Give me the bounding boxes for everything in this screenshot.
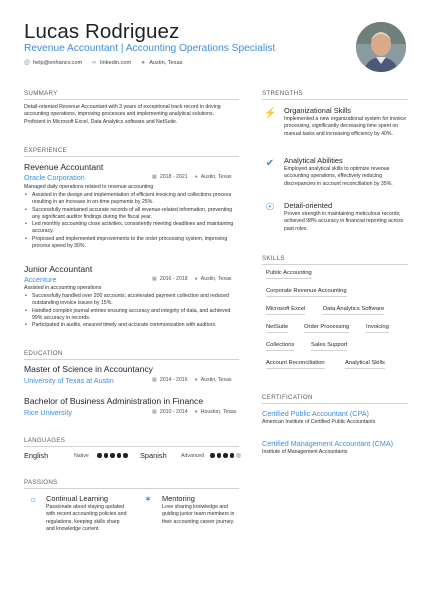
location-pin-icon: ● [194,174,198,180]
job-location: Austin, Texas [200,174,232,180]
language-rating-0 [97,453,128,458]
strength-text: Proven strength in maintaining meticulous records; achieved 98% accuracy in financial reporting across past roles. [284,211,404,232]
candidate-title: Revenue Accountant | Accounting Operations Specialist [24,43,276,54]
strength-text: Employed analytical skills to optimize revenue accounting operations, effectively reducing discrepancies in account reconciliation by 35%. [284,166,393,187]
education-location: Austin, Texas [200,377,232,383]
education-meta [152,377,232,383]
skill-tag: NetSuite [266,324,288,333]
strength-title: Detail-oriented [284,201,333,210]
linkedin-text: linkedin.com [100,60,132,66]
cert-issuer: American Institute of Certified Public Accountants [262,419,376,425]
calendar-icon: ▦ [152,409,157,415]
passion-title: Continual Learning [46,494,109,503]
degree-title: Master of Science in Accountancy [24,364,153,374]
rating-dot [117,453,122,458]
job-company: Accenture [24,275,57,284]
bolt-icon: ⚡ [264,108,277,119]
skill-tag: Invoicing [366,324,389,333]
rating-dot [97,453,102,458]
rating-dot [110,453,115,458]
calendar-icon: ▦ [152,377,157,383]
cert-name: Certified Public Accountant (CPA) [262,409,369,418]
skill-tag: Analytical Skills [345,360,385,369]
location-pin-icon: ● [194,377,198,383]
location-pin-icon: ● [194,276,198,282]
passion-text: Love sharing knowledge and guiding junior team members in their accounting career journey. [162,504,235,525]
language-level: Native [74,453,89,459]
check-circle-icon: ✔ [265,158,275,169]
job-bullet: • Assisted in the design and implementation of efficient invoicing and collections process resulting in an increase in on-time payments by 25%. [24,192,234,207]
languages-divider [24,446,239,447]
handshake-icon: ✶ [144,494,152,504]
job-bullet: • Proposed and implemented improvements to the order processing system, improving process speed by 30%. [24,236,234,251]
skill-tag: Corporate Revenue Accounting [266,288,347,297]
skill-tag: Account Reconciliation [266,360,325,369]
skills-heading: SKILLS [262,255,285,262]
school-name: University of Texas at Austin [24,376,114,385]
job-bullet: • Participated in audits, ensured timely and accurate communication with auditors. [24,322,234,329]
lightbulb-icon: ☼ [28,494,38,504]
experience-divider [24,156,239,157]
skill-tag: Sales Support [311,342,347,351]
language-name: Spanish [140,451,167,460]
education-meta [152,409,236,415]
job-meta [152,276,232,282]
strengths-divider [262,99,408,100]
candidate-name: Lucas Rodriguez [24,20,180,43]
contact-linkedin[interactable] [91,60,131,66]
link-icon: ∞ [91,60,97,66]
job-bullets [24,192,234,250]
location-pin-icon: ● [194,409,198,415]
rating-dot [236,453,241,458]
language-name: English [24,451,49,460]
certification-divider [262,403,408,404]
summary-divider [24,99,239,100]
rating-dot [123,453,128,458]
at-icon: @ [24,60,31,66]
strengths-heading: STRENGTHS [262,90,303,97]
job-company: Oracle Corporation [24,173,85,182]
job-dates: 2018 - 2021 [159,174,188,180]
rating-dot [210,453,215,458]
contact-location [140,60,182,66]
language-rating-1 [210,453,241,458]
strength-text: Implemented a new organizational system for invoice processing, significantly decreasing time spent on manual tasks and increasing efficiency by 40%. [284,116,406,137]
rating-dot [223,453,228,458]
profile-photo [356,22,406,72]
rating-dot [104,453,109,458]
calendar-icon: ▦ [152,276,157,282]
job-description: Assisted in accounting operations [24,285,102,291]
strength-title: Analytical Abilities [284,156,343,165]
job-location: Austin, Texas [200,276,232,282]
cert-name: Certified Management Accountant (CMA) [262,439,394,448]
passions-heading: PASSIONS [24,479,58,486]
job-bullet: • Handled complex journal entries ensuring accuracy and integrity of data, and achieved 99% accuracy in records. [24,308,234,323]
passion-title: Mentoring [162,494,195,503]
education-location: Houston, Texas [200,409,237,415]
job-dates: 2016 - 2018 [159,276,188,282]
education-divider [24,359,239,360]
location-text: Austin, Texas [149,60,183,66]
education-heading: EDUCATION [24,350,63,357]
experience-heading: EXPERIENCE [24,147,67,154]
passion-text: Passionate about staying updated with recent accounting policies and regulations, keeping skills sharp and knowledge current. [46,504,127,533]
school-name: Rice University [24,408,72,417]
rating-dot [217,453,222,458]
job-bullet: • Successfully maintained accurate records of all revenue-related information, preventing any significant auditor findings during the fiscal year. [24,207,234,222]
certification-heading: CERTIFICATION [262,394,313,401]
cert-issuer: Institute of Management Accountants [262,449,348,455]
contact-bar [24,60,182,66]
skill-tag: Microsoft Excel [266,306,305,315]
location-pin-icon: ● [141,60,146,66]
job-description: Managed daily operations related to revenue accounting [24,184,154,190]
job-meta [152,174,232,180]
skills-divider [262,264,408,265]
language-level: Advanced [181,453,205,459]
summary-text: Detail-oriented Revenue Accountant with 3 years of exceptional track record in driving accounting operations, improving processes and implementing analytical solutions. Proficient in Microsoft Excel, Data Analytics software and NetSuite. [24,104,221,125]
job-role: Junior Accountant [24,264,93,274]
job-bullets [24,293,234,329]
calendar-icon: ▦ [152,174,157,180]
rating-dot [230,453,235,458]
education-dates: 2010 - 2014 [159,409,188,415]
languages-heading: LANGUAGES [24,437,66,444]
education-dates: 2014 - 2016 [159,377,188,383]
skill-tag: Public Accounting [266,270,312,279]
target-icon: ☉ [265,202,275,213]
contact-email[interactable] [24,60,82,66]
skill-tag: Collections [266,342,294,351]
email-text: help@enhancv.com [33,60,83,66]
job-bullet: • Led monthly accounting close activities, consistently meeting deadlines and maintaining accuracy. [24,221,234,236]
strength-title: Organizational Skills [284,106,351,115]
skill-tag: Data Analytics Software [323,306,384,315]
degree-title: Bachelor of Business Administration in Finance [24,396,204,406]
job-bullet: • Successfully handled over 200 accounts; accelerated payment collection and reduced outstanding invoice issues by 15%. [24,293,234,308]
passions-divider [24,488,239,489]
summary-heading: SUMMARY [24,90,58,97]
skill-tag: Order Processing [304,324,349,333]
job-role: Revenue Accountant [24,162,104,172]
